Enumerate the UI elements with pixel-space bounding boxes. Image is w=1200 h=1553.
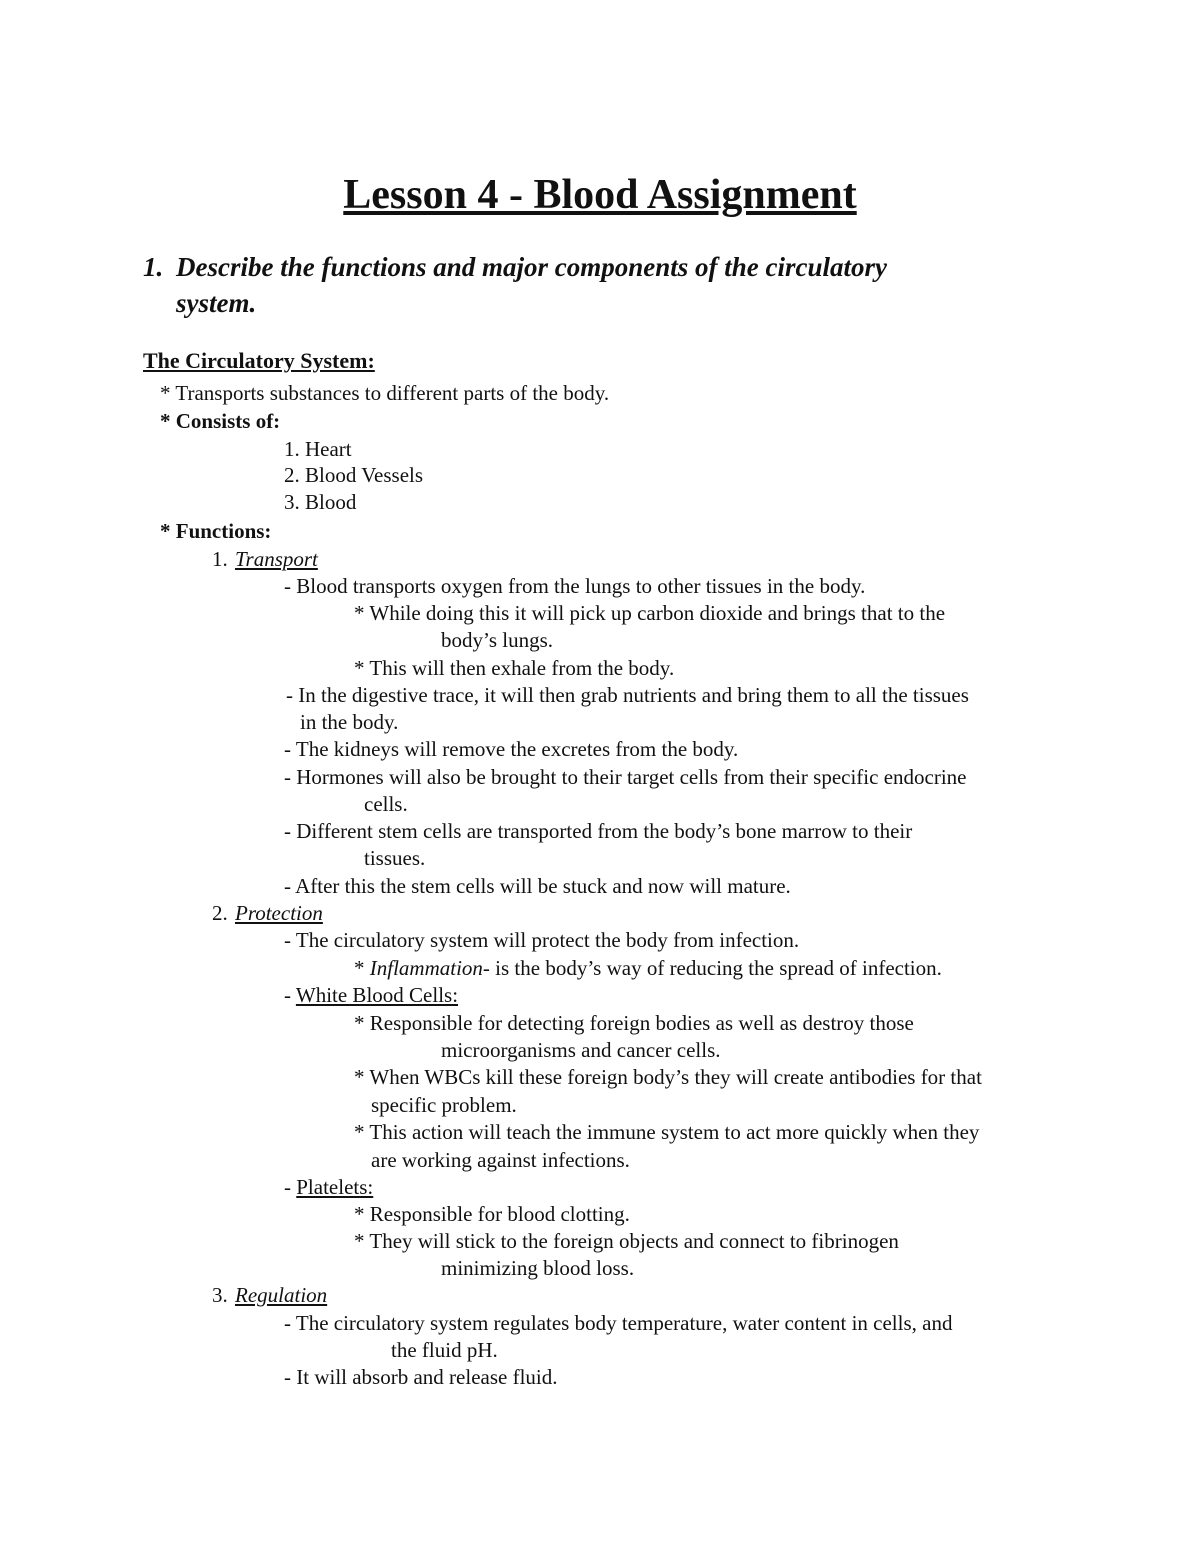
protection-number: 2. — [212, 901, 228, 925]
transport-line: - Different stem cells are transported from the body’s bone marrow to their — [284, 819, 913, 843]
transport-number: 1. — [212, 547, 228, 571]
protection-line: - The circulatory system will protect the body from infection. — [284, 928, 800, 952]
inflammation-line — [354, 955, 942, 981]
question-number: 1. — [143, 252, 164, 282]
overview-transports: * Transports substances to different parts of the body. — [160, 381, 610, 405]
regulation-number: 3. — [212, 1283, 228, 1307]
consists-label: * Consists of: — [160, 409, 281, 433]
component-item: 3. Blood — [284, 490, 357, 514]
platelets-heading: Platelets: — [296, 1175, 374, 1199]
protection-heading: Protection — [235, 901, 323, 925]
transport-line: - After this the stem cells will be stuck and now will mature. — [284, 874, 791, 898]
regulation-heading: Regulation — [235, 1283, 328, 1307]
inflammation-definition: - is the body’s way of reducing the spread of infection. — [482, 956, 942, 980]
wbc-line: * Responsible for detecting foreign bodies as well as destroy those — [354, 1011, 914, 1035]
regulation-line: the fluid pH. — [391, 1338, 498, 1362]
transport-heading: Transport — [235, 547, 318, 571]
wbc-heading: White Blood Cells: — [295, 983, 459, 1007]
transport-line: cells. — [364, 792, 408, 816]
platelets-line: * They will stick to the foreign objects and connect to fibrinogen — [354, 1229, 899, 1253]
inflammation-bullet: * — [354, 956, 365, 980]
platelets-line: minimizing blood loss. — [441, 1256, 635, 1280]
regulation-line: - It will absorb and release fluid. — [284, 1365, 558, 1389]
transport-line: * This will then exhale from the body. — [354, 656, 675, 680]
functions-label: * Functions: — [160, 519, 272, 543]
section-heading: The Circulatory System: — [143, 348, 375, 373]
wbc-line: microorganisms and cancer cells. — [441, 1038, 721, 1062]
regulation-line: - The circulatory system regulates body temperature, water content in cells, and — [284, 1311, 953, 1335]
wbc-dash: - — [284, 983, 291, 1007]
wbc-heading-line — [284, 982, 458, 1008]
transport-line: - Hormones will also be brought to their target cells from their specific endocrine — [284, 765, 967, 789]
inflammation-term: Inflammation — [369, 956, 483, 980]
transport-line: - Blood transports oxygen from the lungs to other tissues in the body. — [284, 574, 866, 598]
platelets-dash: - — [284, 1175, 291, 1199]
component-item: 1. Heart — [284, 437, 352, 461]
transport-line: - In the digestive trace, it will then grab nutrients and bring them to all the tissues — [286, 683, 969, 707]
wbc-line: are working against infections. — [371, 1148, 630, 1172]
platelets-heading-line — [284, 1174, 373, 1200]
transport-line: tissues. — [364, 846, 426, 870]
wbc-line: * This action will teach the immune system to act more quickly when they — [354, 1120, 980, 1144]
question-text-line-1: Describe the functions and major components of the circulatory — [176, 252, 888, 282]
transport-line: * While doing this it will pick up carbon dioxide and brings that to the — [354, 601, 946, 625]
wbc-line: * When WBCs kill these foreign body’s they will create antibodies for that — [354, 1065, 982, 1089]
transport-line: - The kidneys will remove the excretes from the body. — [284, 737, 739, 761]
wbc-line: specific problem. — [371, 1093, 517, 1117]
transport-line: in the body. — [300, 710, 399, 734]
transport-line: body’s lungs. — [441, 628, 554, 652]
document-title: Lesson 4 - Blood Assignment — [343, 172, 857, 218]
question-text-line-2: system. — [176, 288, 257, 318]
platelets-line: * Responsible for blood clotting. — [354, 1202, 630, 1226]
component-item: 2. Blood Vessels — [284, 463, 424, 487]
